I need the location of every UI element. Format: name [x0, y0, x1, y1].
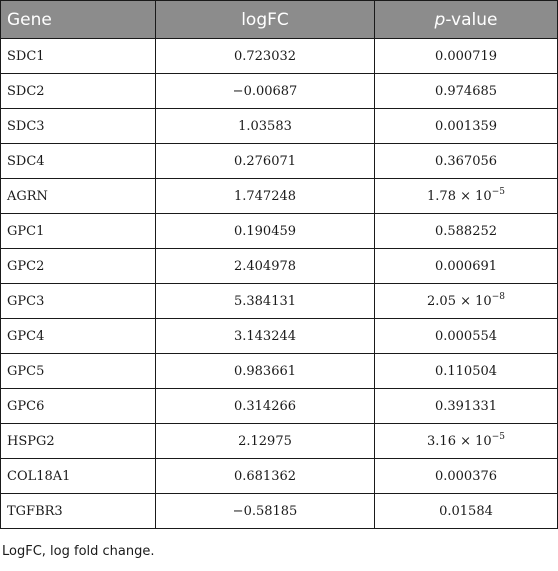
table-row — [1, 74, 558, 109]
table-row — [1, 494, 558, 529]
table-row — [1, 459, 558, 494]
logfc-cell: 0.723032 — [156, 39, 375, 74]
table-header-row — [1, 1, 558, 39]
p-value-cell: 0.367056 — [375, 144, 558, 179]
p-value-exponent: −8 — [491, 291, 505, 302]
p-value-cell — [375, 284, 558, 319]
p-value-cell: 0.001359 — [375, 109, 558, 144]
logfc-cell: 2.404978 — [156, 249, 375, 284]
p-value-exponent: −5 — [491, 431, 505, 442]
table-row — [1, 109, 558, 144]
p-value-cell: 0.000691 — [375, 249, 558, 284]
column-header-gene: Gene — [1, 1, 156, 39]
p-value-cell: 0.588252 — [375, 214, 558, 249]
gene-cell: TGFBR3 — [1, 494, 156, 529]
gene-cell: GPC1 — [1, 214, 156, 249]
logfc-cell: −0.00687 — [156, 74, 375, 109]
p-value-cell: 0.01584 — [375, 494, 558, 529]
table-row — [1, 284, 558, 319]
logfc-cell: 3.143244 — [156, 319, 375, 354]
logfc-cell: 0.681362 — [156, 459, 375, 494]
logfc-cell: 2.12975 — [156, 424, 375, 459]
gene-cell: GPC5 — [1, 354, 156, 389]
logfc-cell: 5.384131 — [156, 284, 375, 319]
gene-cell: SDC4 — [1, 144, 156, 179]
logfc-cell: 0.983661 — [156, 354, 375, 389]
logfc-cell: 0.314266 — [156, 389, 375, 424]
logfc-cell: 1.747248 — [156, 179, 375, 214]
p-value-mantissa: 1.78 × 10 — [427, 188, 492, 204]
table-row — [1, 389, 558, 424]
table-body — [1, 39, 558, 529]
logfc-cell: 0.276071 — [156, 144, 375, 179]
logfc-cell: 1.03583 — [156, 109, 375, 144]
column-header-logfc: logFC — [156, 1, 375, 39]
table-row — [1, 354, 558, 389]
gene-cell: GPC2 — [1, 249, 156, 284]
gene-cell: SDC1 — [1, 39, 156, 74]
gene-cell: GPC3 — [1, 284, 156, 319]
p-value-cell — [375, 179, 558, 214]
p-value-cell: 0.000719 — [375, 39, 558, 74]
table-row — [1, 249, 558, 284]
p-value-cell: 0.974685 — [375, 74, 558, 109]
p-symbol: p — [434, 9, 446, 30]
p-value-cell: 0.000376 — [375, 459, 558, 494]
p-value-cell — [375, 424, 558, 459]
table-footnote: LogFC, log fold change. — [2, 544, 155, 559]
p-value-mantissa: 3.16 × 10 — [427, 433, 492, 449]
gene-cell: SDC3 — [1, 109, 156, 144]
gene-cell: HSPG2 — [1, 424, 156, 459]
table-row — [1, 39, 558, 74]
gene-cell: SDC2 — [1, 74, 156, 109]
table-row — [1, 424, 558, 459]
gene-cell: GPC6 — [1, 389, 156, 424]
table-row — [1, 214, 558, 249]
gene-cell: COL18A1 — [1, 459, 156, 494]
gene-cell: AGRN — [1, 179, 156, 214]
logfc-cell: 0.190459 — [156, 214, 375, 249]
p-value-mantissa: 2.05 × 10 — [427, 293, 492, 309]
p-value-exponent: −5 — [491, 186, 505, 197]
table-row — [1, 144, 558, 179]
gene-cell: GPC4 — [1, 319, 156, 354]
table-row — [1, 319, 558, 354]
table-row — [1, 179, 558, 214]
p-value-cell: 0.391331 — [375, 389, 558, 424]
p-value-cell: 0.110504 — [375, 354, 558, 389]
p-value-suffix: -value — [445, 9, 498, 30]
p-value-cell: 0.000554 — [375, 319, 558, 354]
column-header-p-value — [375, 1, 558, 39]
logfc-cell: −0.58185 — [156, 494, 375, 529]
